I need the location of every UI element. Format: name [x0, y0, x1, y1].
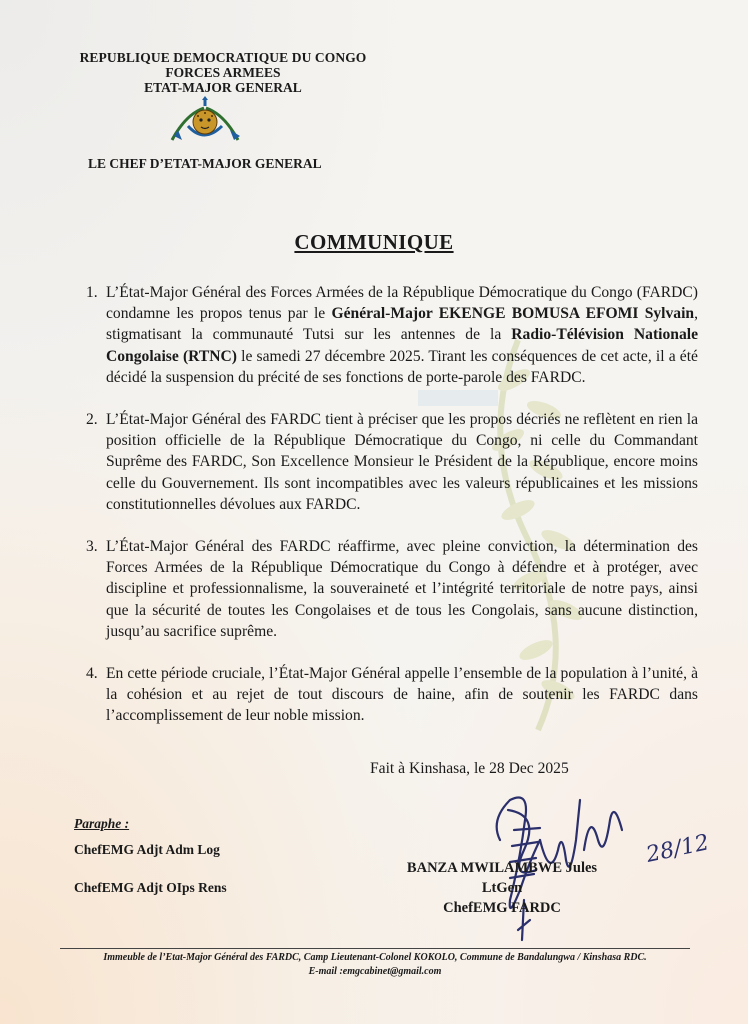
- paragraph-number: 4.: [86, 665, 98, 683]
- paraphe-adm-log: ChefEMG Adjt Adm Log: [74, 842, 220, 857]
- paraphe-label: Paraphe :: [74, 816, 130, 831]
- signatory-name: BANZA MWILAMBWE Jules: [406, 860, 598, 876]
- fardc-emblem: [168, 96, 242, 146]
- letterhead: [78, 50, 368, 95]
- paragraph-1: [76, 282, 698, 388]
- paragraph-1-part: le samedi 27 décembre 2025. Tirant les conséquences de cet acte, il a été décidé la suspension du précité de ses fonctions de porte-parole des FARDC.: [106, 347, 698, 386]
- signatory-title: ChefEMG FARDC: [443, 900, 561, 916]
- place-and-date: Fait à Kinshasa, le 28 Dec 2025: [370, 760, 569, 777]
- paragraph-text: L’État-Major Général des FARDC tient à préciser que les propos décriés ne reflètent en rien la position officielle de la République Démocratique du Congo, ni celle du Commandant Suprême des FARDC, Son Excellence Monsieur le Président de la République, encore moins celle du Gouvernement. Ils sont incompatibles avec les valeurs républicaines et les missions constitutionnelles dévolues aux FARDC.: [106, 411, 698, 513]
- paragraph-number: 2.: [86, 411, 98, 429]
- paragraph-2: [76, 409, 698, 515]
- general-name: Général-Major EKENGE BOMUSA EFOMI Sylvain: [331, 305, 695, 323]
- communique-body: [76, 282, 698, 748]
- footer-divider: [60, 948, 690, 949]
- signatory-rank: LtGen: [481, 880, 523, 896]
- paragraph-number: 1.: [86, 284, 98, 301]
- signatory-block: [392, 858, 612, 918]
- chef-etat-major-heading: LE CHEF D’ETAT-MAJOR GENERAL: [88, 156, 322, 171]
- paragraph-text: L’État-Major Général des FARDC réaffirme, avec pleine conviction, la détermination des Forces Armées de la République Démocratique du Congo à défendre et à protéger, avec discipline et professionnalisme, la souveraineté et l’intégrité territoriale de notre pays, ainsi que la sécurité de toutes les Congolaises et de tous les Congolais, sans aucune distinction, jusqu’au sacrifice suprême.: [106, 538, 698, 640]
- forces-name: FORCES ARMEES: [165, 65, 281, 80]
- rtnc-name: Radio-Télévision Nationale Congolaise (RTNC): [106, 326, 698, 365]
- paragraph-text: En cette période cruciale, l’État-Major Général appelle l’ensemble de la population à l’unité, à la cohésion et au rejet de tout discours de haine, afin de soutenir les FARDC dans l’accomplissement de leur noble mission.: [106, 665, 698, 725]
- footer: [60, 951, 690, 979]
- footer-address: Immeuble de l’Etat-Major Général des FARDC, Camp Lieutenant-Colonel KOKOLO, Commune de Bandalungwa / Kinshasa RDC.: [103, 952, 647, 963]
- handwritten-date: 28/12: [644, 830, 712, 868]
- document-title: COMMUNIQUE: [294, 230, 454, 254]
- country-name: REPUBLIQUE DEMOCRATIQUE DU CONGO: [79, 50, 367, 65]
- footer-email: E-mail :emgcabinet@gmail.com: [308, 966, 442, 977]
- paragraph-text: [106, 282, 698, 388]
- paragraph-number: 3.: [86, 538, 98, 556]
- paraphe-ops-rens: ChefEMG Adjt OIps Rens: [74, 880, 227, 895]
- paragraph-1-part: L’État-Major Général des Forces Armées de la République Démocratique du Congo (FARDC) condamne les propos tenus par le: [106, 284, 698, 323]
- etat-major-name: ETAT-MAJOR GENERAL: [144, 80, 302, 95]
- paragraph-3: [76, 536, 698, 642]
- paragraph-4: [76, 663, 698, 727]
- paragraph-1-part: , stigmatisant la communauté Tutsi sur les antennes de la: [106, 305, 698, 344]
